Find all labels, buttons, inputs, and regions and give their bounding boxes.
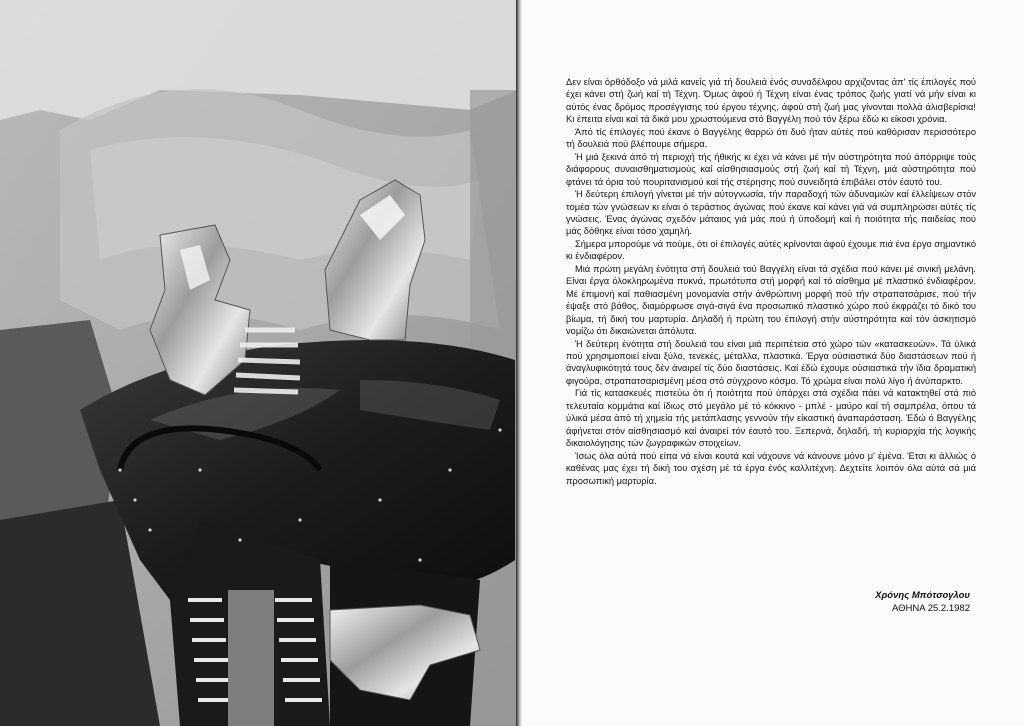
essay-paragraph: Σήμερα μπορούμε νά πούμε, ότι οί έπιλογές αύτές κρίνονται άφού έχουμε πιά ένα έργο σημαντικό κι ένδιαφέρον. — [566, 238, 976, 262]
essay-paragraph: Γιά τίς κατασκευές πιστεύω ότι ή ποιότητα πού ύπάρχει στά σχέδια πάει νά κατακτηθεί στά πιό τελευταία κομμάτια καί ίδιως στό μεγάλο μέ τό κόκκινο - μπλέ - μαύρο καί τή σαμπρέλα, όπου τά ύλικά μέσα άπό τή χημεία τής μετάπλασης γεννούν τήν είκαστική άναπαράσταση. Έδώ ό Βαγγέλης άφήνεται στόν αίσθησιασμό καί άναιρεί τόν έαυτό του. Ξεπερνά, δηλαδή, τή κυριαρχία τής λογικής δικαιολόγησης τών ζωγραφικών στοιχείων. — [566, 388, 976, 449]
text-page — [522, 0, 1024, 726]
essay-paragraph: Δεν είναι όρθόδοξο νά μιλά κανείς γιά τή δουλειά ένός συναδέλφου αρχιζοντας άπ' τίς έπιλογές πού έχει κάνει στή ζωή καί τή Τέχνη. Όμως άφού ή Τέχνη είναι ένας τρόπος ζωής γιατί νά μήν είναι κι αύτός ένας δρόμος προσέγγισης τού έργου τέχνης, άφού στή ζωή μας γίνονται πολλά άλισβερίσια! Κι έπειτα είναι καί τά δικά μου χρωστούμενα στό Βαγγέλη πού τόν ξέρω έδώ κι είκοσι χρόνια. — [566, 77, 976, 125]
essay-paragraph: Ή μιά ξεκινά άπό τή περιοχή τής ήθικής κι έχει νά κάνει μέ τήν αύστηρότητα πού άπόρριψε τούς διάφορους συναισθηματισμούς καί αίσθησιασμούς στή ζωή καί τή Τέχνη, μιά αύστηρότητα πού φτάνει τά όρια τού πουριτανισμού καί τής στέρησης πού συνειδητά έπιβάλει στόν έαυτό του. — [566, 151, 976, 187]
essay-text — [566, 76, 976, 487]
signature-block — [875, 590, 970, 615]
essay-paragraph: Ή δεύτερη ένότητα στή δουλειά του είναι μιά περιπέτεια στό χώρο τών «κατασκευών». Τά ύλικά πού χρησιμοποιεί είναι ξύλο, τενεκές, μέταλλα, πλαστικά. Έργα ούσιαστικά δύο διαστάσεων πού ή άναγλυφικότητά τους δέν άναιρεί τίς δύο διαστάσεις. Καί έδώ έχουμε ούσιαστικά τήν ϊδια δραματική φιγούρα, στραπατσαρισμένη μέσα στό σύγχρονο κόσμο. Τό χρώμα είναι πολύ λίγο ή άνύπαρκτο. — [566, 338, 976, 386]
essay-paragraph: Άπό τίς έπιλογές πού έκανε ό Βαγγέλης θαρρώ ότι δυό ήταν αύτές πού καθόρισαν περισσότερο τή δουλειά πού βλέπουμε σήμερα. — [566, 126, 976, 150]
essay-paragraph: Ή δεύτερη έπιλογή γίνεται μέ τήν αύτογνωσία, τήν παραδοχή τών άδυναμιών καί έλλείψεων στόν τομέα τών γνώσεων κι είναι ό τεράστιος άγώνας πού έκανε καί κάνει γιά νά συμπληρώσει αύτές τίς γνώσεις. Ένας άγώνας σχεδόν μάταιος γιά μάς πού ή ύποδομή καί ή ποιότητα τής παιδείας πού μάς δόθηκε είναι τόσο χαμηλή. — [566, 189, 976, 237]
essay-paragraph: Μιά πρώτη μεγάλη ένότητα στή δουλειά τού Βαγγέλη είναι τά σχέδια πού κάνει μέ σινική μελάνη. Είναι έργα όλοκληρωμένα πυκνά, πρωτότυπα στή μορφή καί τό αίσθημα μέ πλαστικό ένδιαφέρον. Μέ έπιμονή καί παθιασμένη μονομανία στήν άνθρώπινη μορφή πού τήν στραπατσάρισε, πού τήν έψαξε στό βάθος, διαμόρφωσε σιγά-σιγά ένα προσωπικό πλαστικό χώρο πού έκφράζει τό δικό του βίωμα, τή δική του μαρτυρία. Δηλαδή ή πρώτη του έπιλογή στήν αύστηρότητα καί τόν άσκητισμό νομίζω ότι δικαιώνεται άπόλυτα. — [566, 263, 976, 337]
place-date: ΑΘΗΝΑ 25.2.1982 — [892, 602, 970, 614]
author-name: Χρόνης Μπότσογλου — [875, 590, 970, 601]
essay-paragraph: Ίσως όλα αύτά πού είπα νά είναι κουτά καί νάχουνε νά κάνουνε μόνο μ' έμένα. Έτσι κι άλλιώς ό καθένας μας έχει τή δική του σχέση μέ τά έργα ένός καλλιτέχνη. Δεχτείτε λοιπόν όλα αύτά σά μιά προσωπική μαρτυρία. — [566, 450, 976, 486]
